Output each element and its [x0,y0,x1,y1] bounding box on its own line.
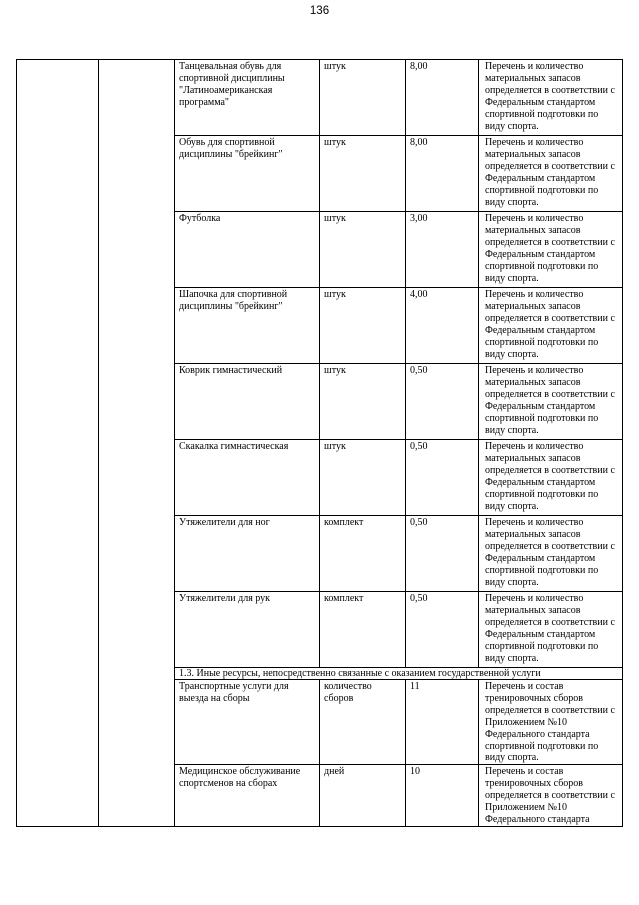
unit-cell: штук [320,440,406,516]
table-row [17,60,623,136]
resources-table [16,59,623,827]
note-cell: Перечень и количество материальных запасов определяется в соответствии с Федеральным стандартом спортивной подготовки по виду спорта. [479,136,623,212]
note-cell: Перечень и количество материальных запасов определяется в соответствии с Федеральным стандартом спортивной подготовки по виду спорта. [479,592,623,668]
item-name-cell: Танцевальная обувь для спортивной дисциплины "Латиноамериканская программа" [175,60,320,136]
quantity-cell: 0,50 [406,516,479,592]
note-cell: Перечень и состав тренировочных сборов определяется в соответствии с Приложением №10 Федерального стандарта [479,765,623,827]
item-name-cell: Транспортные услуги для выезда на сборы [175,680,320,765]
empty-cell-col2 [99,60,175,827]
section-title: 1.3. Иные ресурсы, непосредственно связанные с оказанием государственной услуги [175,668,623,680]
quantity-cell: 8,00 [406,136,479,212]
unit-cell: штук [320,288,406,364]
unit-cell: штук [320,136,406,212]
quantity-cell: 3,00 [406,212,479,288]
quantity-cell: 11 [406,680,479,765]
note-cell: Перечень и количество материальных запасов определяется в соответствии с Федеральным стандартом спортивной подготовки по виду спорта. [479,212,623,288]
item-name-cell: Шапочка для спортивной дисциплины "брейкинг" [175,288,320,364]
quantity-cell: 4,00 [406,288,479,364]
item-name-cell: Коврик гимнастический [175,364,320,440]
item-name-cell: Утяжелители для ног [175,516,320,592]
item-name-cell: Обувь для спортивной дисциплины "брейкинг" [175,136,320,212]
unit-cell: дней [320,765,406,827]
empty-cell-col1 [17,60,99,827]
note-cell: Перечень и количество материальных запасов определяется в соответствии с Федеральным стандартом спортивной подготовки по виду спорта. [479,60,623,136]
unit-cell: штук [320,212,406,288]
note-cell: Перечень и количество материальных запасов определяется в соответствии с Федеральным стандартом спортивной подготовки по виду спорта. [479,516,623,592]
item-name-cell: Утяжелители для рук [175,592,320,668]
quantity-cell: 10 [406,765,479,827]
unit-cell: комплект [320,516,406,592]
unit-cell: штук [320,60,406,136]
note-cell: Перечень и состав тренировочных сборов определяется в соответствии с Приложением №10 Федерального стандарта спортивной подготовки по виду спорта. [479,680,623,765]
item-name-cell: Футболка [175,212,320,288]
note-cell: Перечень и количество материальных запасов определяется в соответствии с Федеральным стандартом спортивной подготовки по виду спорта. [479,364,623,440]
quantity-cell: 8,00 [406,60,479,136]
quantity-cell: 0,50 [406,592,479,668]
unit-cell: штук [320,364,406,440]
note-cell: Перечень и количество материальных запасов определяется в соответствии с Федеральным стандартом спортивной подготовки по виду спорта. [479,440,623,516]
quantity-cell: 0,50 [406,440,479,516]
unit-cell: комплект [320,592,406,668]
quantity-cell: 0,50 [406,364,479,440]
note-cell: Перечень и количество материальных запасов определяется в соответствии с Федеральным стандартом спортивной подготовки по виду спорта. [479,288,623,364]
page-number: 136 [309,5,330,17]
item-name-cell: Скакалка гимнастическая [175,440,320,516]
item-name-cell: Медицинское обслуживание спортсменов на сборах [175,765,320,827]
unit-cell: количество сборов [320,680,406,765]
